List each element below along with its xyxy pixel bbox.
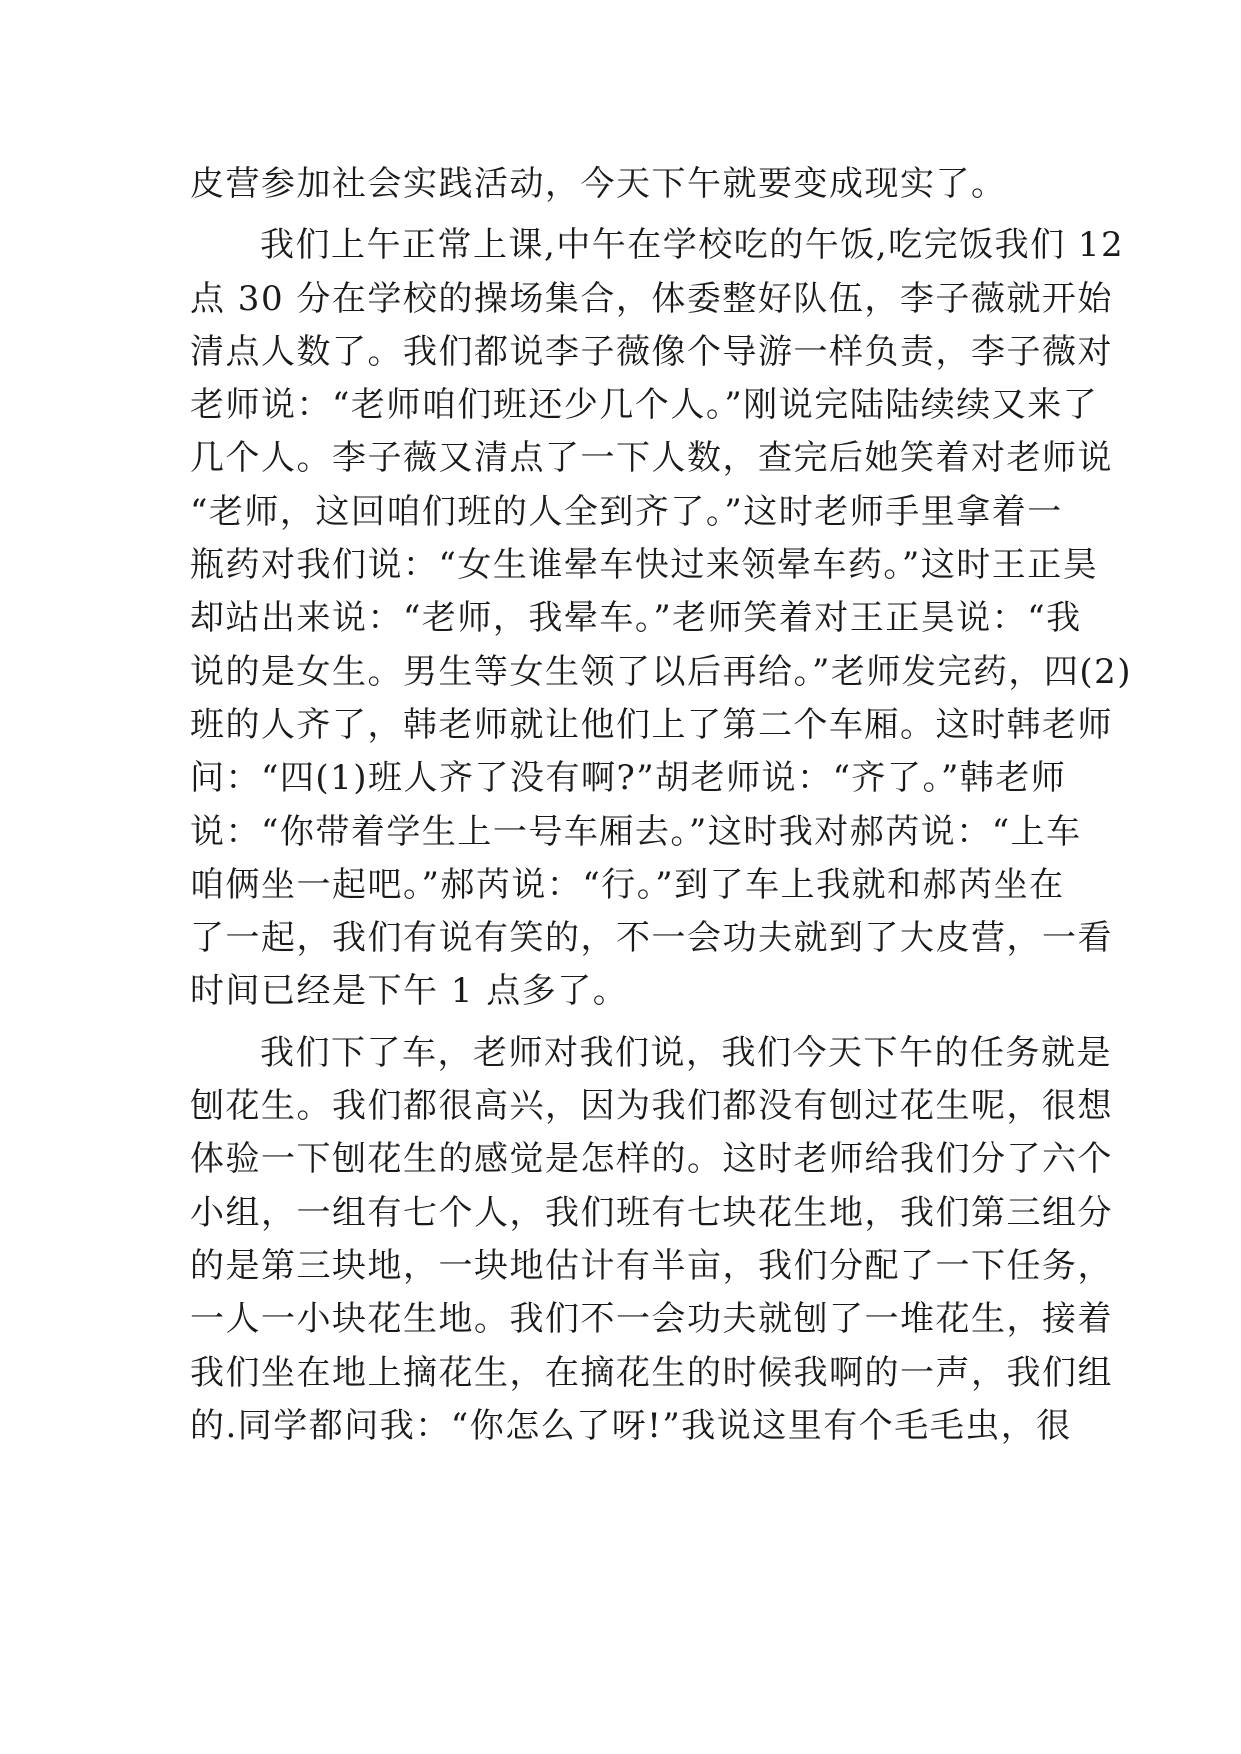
text-line: 老师说：“老师咱们班还少几个人。”刚说完陆陆续续又来了	[190, 385, 1099, 426]
text-line: 皮营参加社会实践活动，今天下午就要变成现实了。	[190, 164, 1007, 204]
text-line: “老师，这回咱们班的人全到齐了。”这时老师手里拿着一	[190, 491, 1063, 532]
body-text	[190, 158, 1133, 1453]
text-line: 却站出来说：“老师，我晕车。”老师笑着对王正昊说：“我	[190, 598, 1082, 639]
text-line: 时间已经是下午 1 点多了。	[190, 971, 629, 1012]
text-line: 的是第三块地，一块地估计有半亩，我们分配了一下任务，	[190, 1245, 1113, 1286]
text-line: 咱俩坐一起吧。”郝芮说：“行。”到了车上我就和郝芮坐在	[190, 864, 1065, 905]
text-line: 我们下了车，老师对我们说，我们今天下午的任务就是	[260, 1032, 1112, 1073]
text-line: 我们坐在地上摘花生，在摘花生的时候我啊的一声，我们组	[190, 1352, 1113, 1393]
text-line: 班的人齐了，韩老师就让他们上了第二个车厢。这时韩老师	[190, 704, 1113, 745]
text-line: 了一起，我们有说有笑的，不一会功夫就到了大皮营，一看	[190, 918, 1113, 959]
text-line: 几个人。李子薇又清点了一下人数，查完后她笑着对老师说	[190, 438, 1113, 479]
text-line: 清点人数了。我们都说李子薇像个导游一样负责，李子薇对	[190, 331, 1113, 372]
text-line: 我们上午正常上课,中午在学校吃的午饭,吃完饭我们 12	[260, 225, 1125, 266]
text-line: 刨花生。我们都很高兴，因为我们都没有刨过花生呢，很想	[190, 1086, 1113, 1127]
text-line: 的.同学都问我：“你怎么了呀!”我说这里有个毛毛虫，很	[190, 1405, 1072, 1446]
text-line: 一人一小块花生地。我们不一会功夫就刨了一堆花生，接着	[190, 1299, 1113, 1340]
text-line: 体验一下刨花生的感觉是怎样的。这时老师给我们分了六个	[190, 1139, 1113, 1180]
text-line: 瓶药对我们说：“女生谁晕车快过来领晕车药。”这时王正昊	[190, 545, 1099, 586]
text-line: 说的是女生。男生等女生领了以后再给。”老师发完药，四(2)	[190, 651, 1133, 692]
text-line: 说：“你带着学生上一号车厢去。”这时我对郝芮说：“上车	[190, 811, 1082, 852]
text-line: 问：“四(1)班人齐了没有啊?”胡老师说：“齐了。”韩老师	[190, 758, 1067, 799]
text-line: 小组，一组有七个人，我们班有七块花生地，我们第三组分	[190, 1192, 1113, 1233]
text-line: 点 30 分在学校的操场集合，体委整好队伍，李子薇就开始	[190, 278, 1113, 319]
